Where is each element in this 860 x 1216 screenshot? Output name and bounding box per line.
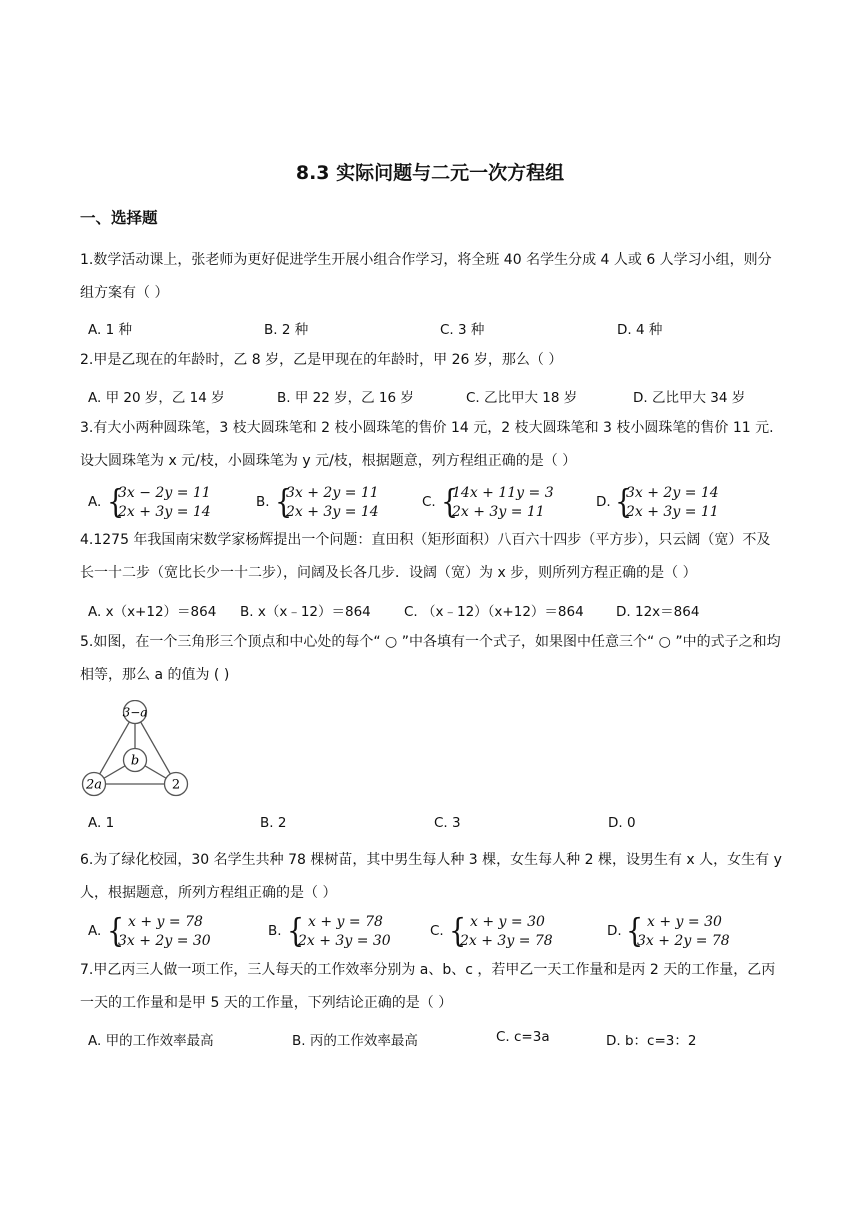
equation-1: 14x + 11y = 3 [452,485,554,501]
option-label: A. [88,494,102,510]
triangle-edge [94,712,135,784]
option-a[interactable]: A. 甲的工作效率最高 [88,1033,214,1049]
option-c[interactable]: C. c=3a [496,1029,550,1045]
option-a[interactable]: A. x（x+12）＝864 [88,604,217,620]
equation-2: 2x + 3y = 14 [118,504,211,520]
left-brace-icon: { [107,483,125,521]
option-b[interactable]: B. 2 [260,815,287,831]
question-6: 6.为了绿化校园，30 名学生共种 78 棵树苗，其中男生每人种 3 棵，女生每人种 2 棵，设男生有 x 人，女生有 y 人，根据题意，所列方程组正确的是（ ） [80,852,782,901]
equation-2: 3x + 2y = 78 [637,933,730,949]
triangle-edge [135,712,176,784]
equation-2: 2x + 3y = 78 [460,933,553,949]
option-b[interactable]: B. 2 种 [264,322,309,338]
option-label: B. [256,494,270,510]
equation-1: 3x + 2y = 14 [626,485,719,501]
left-brace-icon: { [107,912,125,950]
question-2: 2.甲是乙现在的年龄时，乙 8 岁，乙是甲现在的年龄时，甲 26 岁，那么（ ） [80,352,563,368]
equation-1: x + y = 78 [128,914,203,930]
option-c[interactable]: C. 乙比甲大 18 岁 [466,390,578,406]
equation-2: 2x + 3y = 11 [626,504,719,520]
question-4: 4.1275 年我国南宋数学家杨辉提出一个问题：直田积（矩形面积）八百六十四步（平方步），只云阔（宽）不及长一十二步（宽比长少一十二步），问阔及长各几步．设阔（宽）为 x 步，则所列方程正确的是（ ） [80,532,771,581]
option-label: A. [88,923,102,939]
left-brace-icon: { [441,483,459,521]
equation-1: 3x + 2y = 11 [286,485,379,501]
node-label-left: 2a [85,777,103,793]
option-label: D. [607,923,622,939]
document-title: 8.3 实际问题与二元一次方程组 [295,162,565,184]
node-label-center: b [130,753,140,769]
option-label: B. [268,923,282,939]
option-b[interactable]: B. x（x﹣12）＝864 [240,604,371,620]
left-brace-icon: { [615,483,633,521]
option-c[interactable]: C. 3 [434,815,461,831]
option-label: C. [422,494,436,510]
equation-2: 2x + 3y = 14 [286,504,379,520]
triangle-figure [80,700,192,802]
left-brace-icon: { [449,912,467,950]
equation-1: x + y = 78 [308,914,383,930]
question-3: 3.有大小两种圆珠笔，3 枝大圆珠笔和 2 枝小圆珠笔的售价 14 元，2 枝大圆珠笔和 3 枝小圆珠笔的售价 11 元.设大圆珠笔为 x 元/枝，小圆珠笔为 y 元/枝，根据题意，列方程组正确的是（ ） [80,420,774,469]
node-label-top: 3−a [122,705,148,720]
left-brace-icon: { [626,912,644,950]
question-7: 7.甲乙丙三人做一项工作，三人每天的工作效率分别为 a、b、c ，若甲乙一天工作量和是丙 2 天的工作量，乙丙一天的工作量和是甲 5 天的工作量，下列结论正确的是（ ） [80,962,776,1011]
option-d[interactable]: D. 0 [608,815,636,831]
question-1: 1.数学活动课上，张老师为更好促进学生开展小组合作学习，将全班 40 名学生分成 4 人或 6 人学习小组，则分组方案有（ ） [80,252,772,301]
option-a[interactable]: A. 甲 20 岁，乙 14 岁 [88,390,225,406]
option-c[interactable]: C. （x﹣12）（x+12）＝864 [404,604,584,620]
option-a[interactable]: A. 1 [88,815,115,831]
equation-2: 2x + 3y = 11 [452,504,545,520]
option-d[interactable]: D. b：c=3：2 [606,1033,697,1049]
section-heading: 一、选择题 [80,209,158,227]
equation-1: x + y = 30 [470,914,545,930]
question-5: 5.如图，在一个三角形三个顶点和中心处的每个“ ○ ”中各填有一个式子，如果图中任意三个“ ○ ”中的式子之和均相等，那么 a 的值为 ( ) [80,634,781,683]
equation-1: x + y = 30 [647,914,722,930]
left-brace-icon: { [275,483,293,521]
option-label: D. [596,494,611,510]
option-a[interactable]: A. 1 种 [88,322,132,338]
option-d[interactable]: D. 乙比甲大 34 岁 [633,390,746,406]
option-b[interactable]: B. 丙的工作效率最高 [292,1033,418,1049]
option-d[interactable]: D. 12x＝864 [616,604,700,620]
equation-2: 3x + 2y = 30 [118,933,211,949]
equation-2: 2x + 3y = 30 [298,933,391,949]
option-label: C. [430,923,444,939]
left-brace-icon: { [287,912,305,950]
option-d[interactable]: D. 4 种 [617,322,663,338]
node-label-right: 2 [171,777,181,793]
option-c[interactable]: C. 3 种 [440,322,485,338]
option-b[interactable]: B. 甲 22 岁，乙 16 岁 [277,390,414,406]
equation-1: 3x − 2y = 11 [118,485,211,501]
